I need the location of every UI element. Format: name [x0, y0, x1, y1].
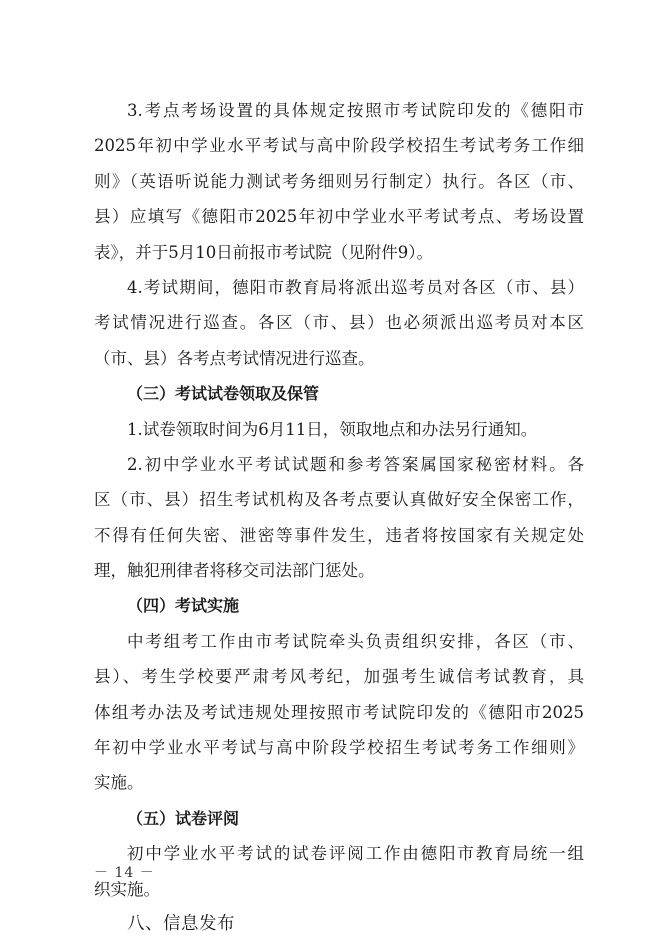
paragraph-line: 区（市、县）招生考试机构及各考点要认真做好安全保密工作，	[94, 490, 584, 510]
paragraph-line: 织实施。	[94, 879, 160, 899]
paragraph-line: 实施。	[94, 773, 144, 793]
paragraph-line: 县）、考生学校要严肃考风考纪，加强考生诚信考试教育，具	[94, 667, 584, 687]
document-body	[94, 93, 584, 942]
paragraph-line: 则》（英语听说能力测试考务细则另行制定）执行。各区（市、	[94, 171, 584, 191]
section-heading: （三）考试试卷领取及保管	[127, 384, 320, 404]
paragraph-line: 初中学业水平考试的试卷评阅工作由德阳市教育局统一组	[127, 844, 584, 864]
section-heading: （四）考试实施	[127, 596, 240, 616]
page-number: － 14 －	[94, 865, 155, 881]
section-heading: （五）试卷评阅	[127, 808, 240, 828]
paragraph-line: 4.考试期间，德阳市教育局将派出巡考员对各区（市、县）	[127, 277, 584, 297]
paragraph-line: 2.初中学业水平考试试题和参考答案属国家秘密材料。各	[127, 454, 584, 474]
paragraph-line: 表》，并于5月10日前报市考试院（见附件9）。	[94, 242, 433, 262]
paragraph-line: （市、县）各考点考试情况进行巡查。	[94, 348, 375, 368]
paragraph-line: 2025年初中学业水平考试与高中阶段学校招生考试考务工作细	[94, 136, 584, 156]
paragraph-line: 3.考点考场设置的具体规定按照市考试院印发的《德阳市	[127, 101, 584, 120]
paragraph-line: 不得有任何失密、泄密等事件发生，违者将按国家有关规定处	[94, 525, 584, 545]
paragraph-line: 年初中学业水平考试与高中阶段学校招生考试考务工作细则》	[94, 738, 584, 758]
paragraph-line: 县）应填写《德阳市2025年初中学业水平考试考点、考场设置	[94, 207, 584, 227]
paragraph-line: 体组考办法及考试违规处理按照市考试院印发的《德阳市2025	[94, 702, 584, 722]
chapter-heading: 八、信息发布	[127, 913, 235, 934]
paragraph-line: 考试情况进行巡查。各区（市、县）也必须派出巡考员对本区	[94, 313, 584, 333]
paragraph-line: 1.试卷领取时间为6月11日，领取地点和办法另行通知。	[127, 419, 538, 439]
paragraph-line: 理，触犯刑律者将移交司法部门惩处。	[94, 561, 375, 581]
paragraph-line: 中考组考工作由市考试院牵头负责组织安排，各区（市、	[127, 631, 584, 651]
